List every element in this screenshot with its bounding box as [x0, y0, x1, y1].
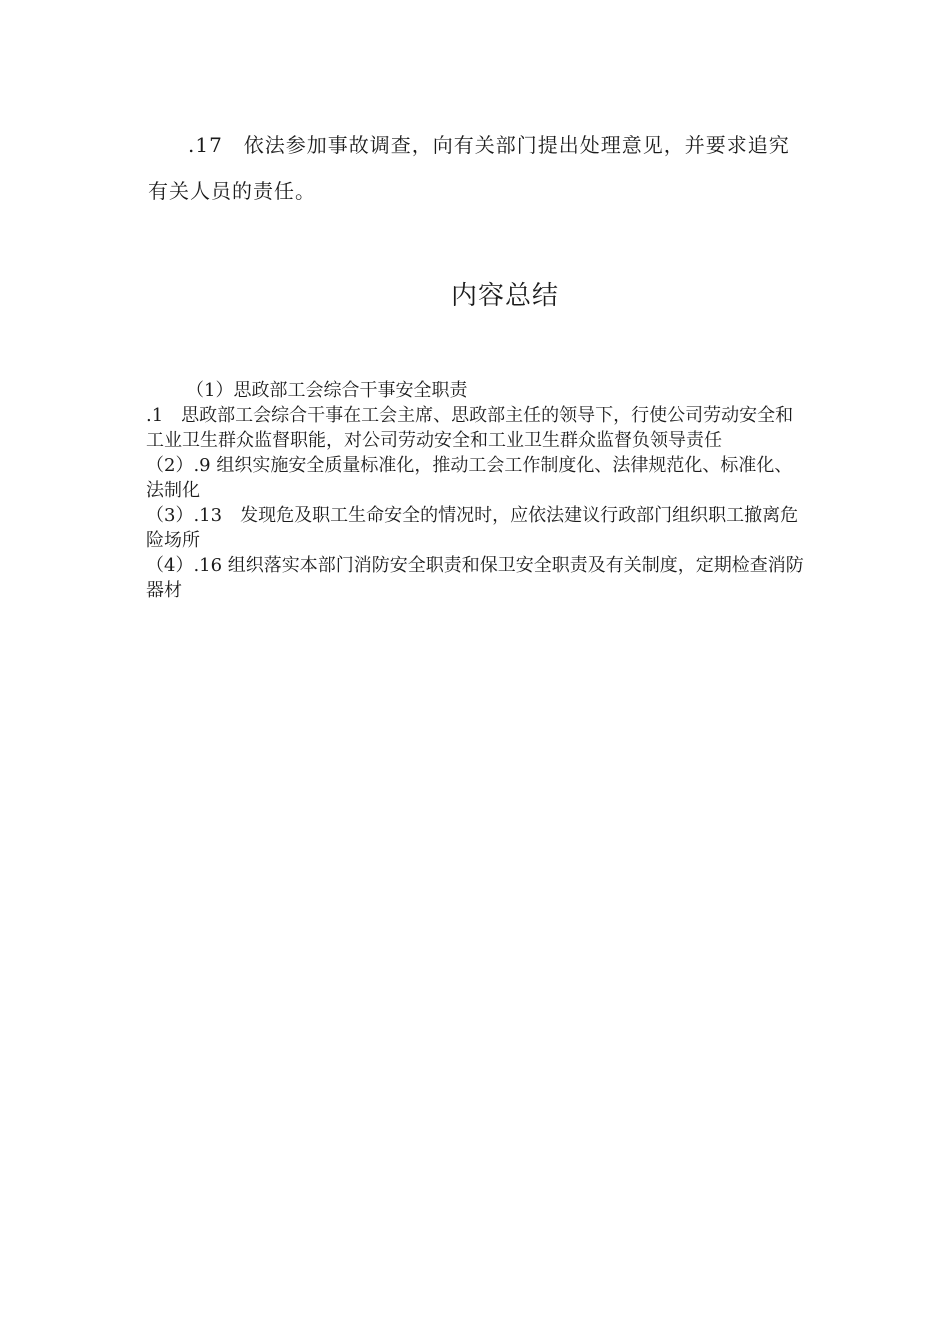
summary-item: （4）.16 组织落实本部门消防安全职责和保卫安全职责及有关制度，定期检查消防器材: [146, 555, 804, 601]
intro-section: [148, 122, 808, 214]
summary-section: [146, 378, 810, 603]
summary-heading: （1）思政部工会综合干事安全职责: [186, 380, 468, 401]
summary-title: 内容总结: [450, 281, 559, 311]
intro-paragraph: .17 依法参加事故调查，向有关部门提出处理意见，并要求追究有关人员的责任。: [148, 133, 790, 203]
summary-item: （3）.13 发现危及职工生命安全的情况时，应依法建议行政部门组织职工撤离危险场所: [146, 505, 799, 551]
summary-item: .1 思政部工会综合干事在工会主席、思政部主任的领导下，行使公司劳动安全和工业卫生群众监督职能，对公司劳动安全和工业卫生群众监督负领导责任: [146, 405, 794, 451]
summary-item: （2）.9 组织实施安全质量标准化，推动工会工作制度化、法律规范化、标准化、法制化: [146, 455, 793, 501]
